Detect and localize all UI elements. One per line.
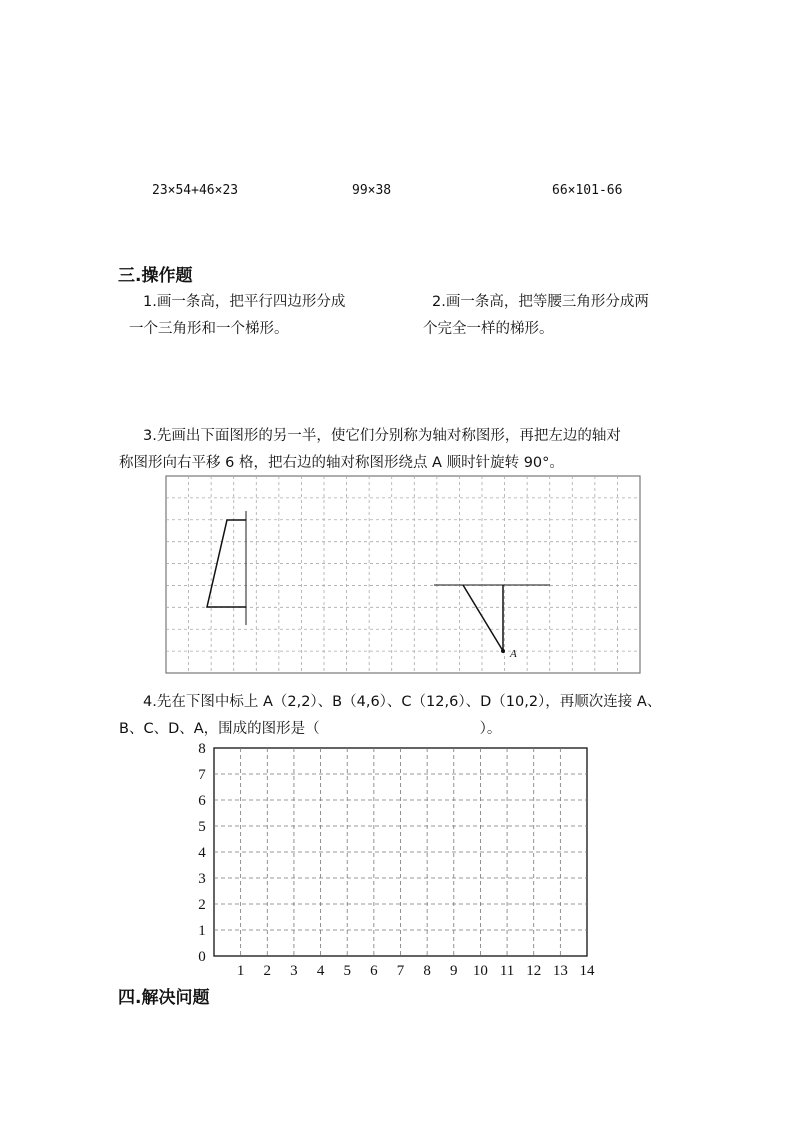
- y-axis-label: 7: [198, 767, 206, 783]
- y-axis-label: 4: [198, 845, 206, 861]
- x-axis-label: 2: [263, 963, 272, 979]
- y-axis-label: 1: [198, 923, 206, 939]
- x-axis-label: 3: [290, 963, 298, 979]
- y-axis-label: 0: [198, 949, 206, 965]
- calc-expression-1: 23×54+46×23: [152, 183, 239, 198]
- x-axis-label: 10: [472, 963, 488, 979]
- x-axis-label: 8: [423, 963, 431, 979]
- q2-line1: 2.画一条高，把等腰三角形分成两: [432, 294, 649, 310]
- x-axis-label: 11: [499, 963, 515, 979]
- q1-line2: 一个三角形和一个梯形。: [129, 321, 289, 337]
- q4-line2-end: ）。: [479, 721, 502, 737]
- q1-line1: 1.画一条高，把平行四边形分成: [143, 294, 346, 310]
- y-axis-label: 2: [198, 897, 206, 913]
- q3-line1: 3.先画出下面图形的另一半，使它们分别称为轴对称图形，再把左边的轴对: [143, 428, 621, 444]
- x-axis-label: 1: [236, 963, 245, 979]
- q3-line2: 称图形向右平移 6 格，把右边的轴对称图形绕点 A 顺时针旋转 90°。: [119, 455, 564, 471]
- section4-title: 四.解决问题: [118, 988, 210, 1008]
- section3-title: 三.操作题: [118, 266, 193, 286]
- y-axis-label: 3: [198, 871, 206, 887]
- calc-expression-3: 66×101-66: [552, 183, 623, 198]
- q4-line2-start: B、C、D、A，围成的图形是（: [119, 721, 320, 737]
- x-axis-label: 6: [370, 963, 378, 979]
- point-a-label: A: [510, 648, 517, 660]
- x-axis-label: 14: [579, 963, 595, 979]
- y-axis-label: 5: [198, 819, 206, 835]
- q2-line2: 个完全一样的梯形。: [423, 321, 554, 337]
- y-axis-label: 8: [198, 741, 206, 757]
- x-axis-label: 4: [316, 963, 325, 979]
- calc-expression-2: 99×38: [352, 183, 392, 198]
- x-axis-label: 7: [396, 963, 405, 979]
- y-axis-label: 6: [198, 793, 206, 809]
- x-axis-label: 12: [526, 963, 542, 979]
- q4-line1: 4.先在下图中标上 A（2,2）、B（4,6）、C（12,6）、D（10,2），再顺次连接 A、: [143, 694, 662, 710]
- x-axis-label: 5: [343, 963, 351, 979]
- x-axis-label: 9: [450, 963, 458, 979]
- x-axis-label: 13: [552, 963, 568, 979]
